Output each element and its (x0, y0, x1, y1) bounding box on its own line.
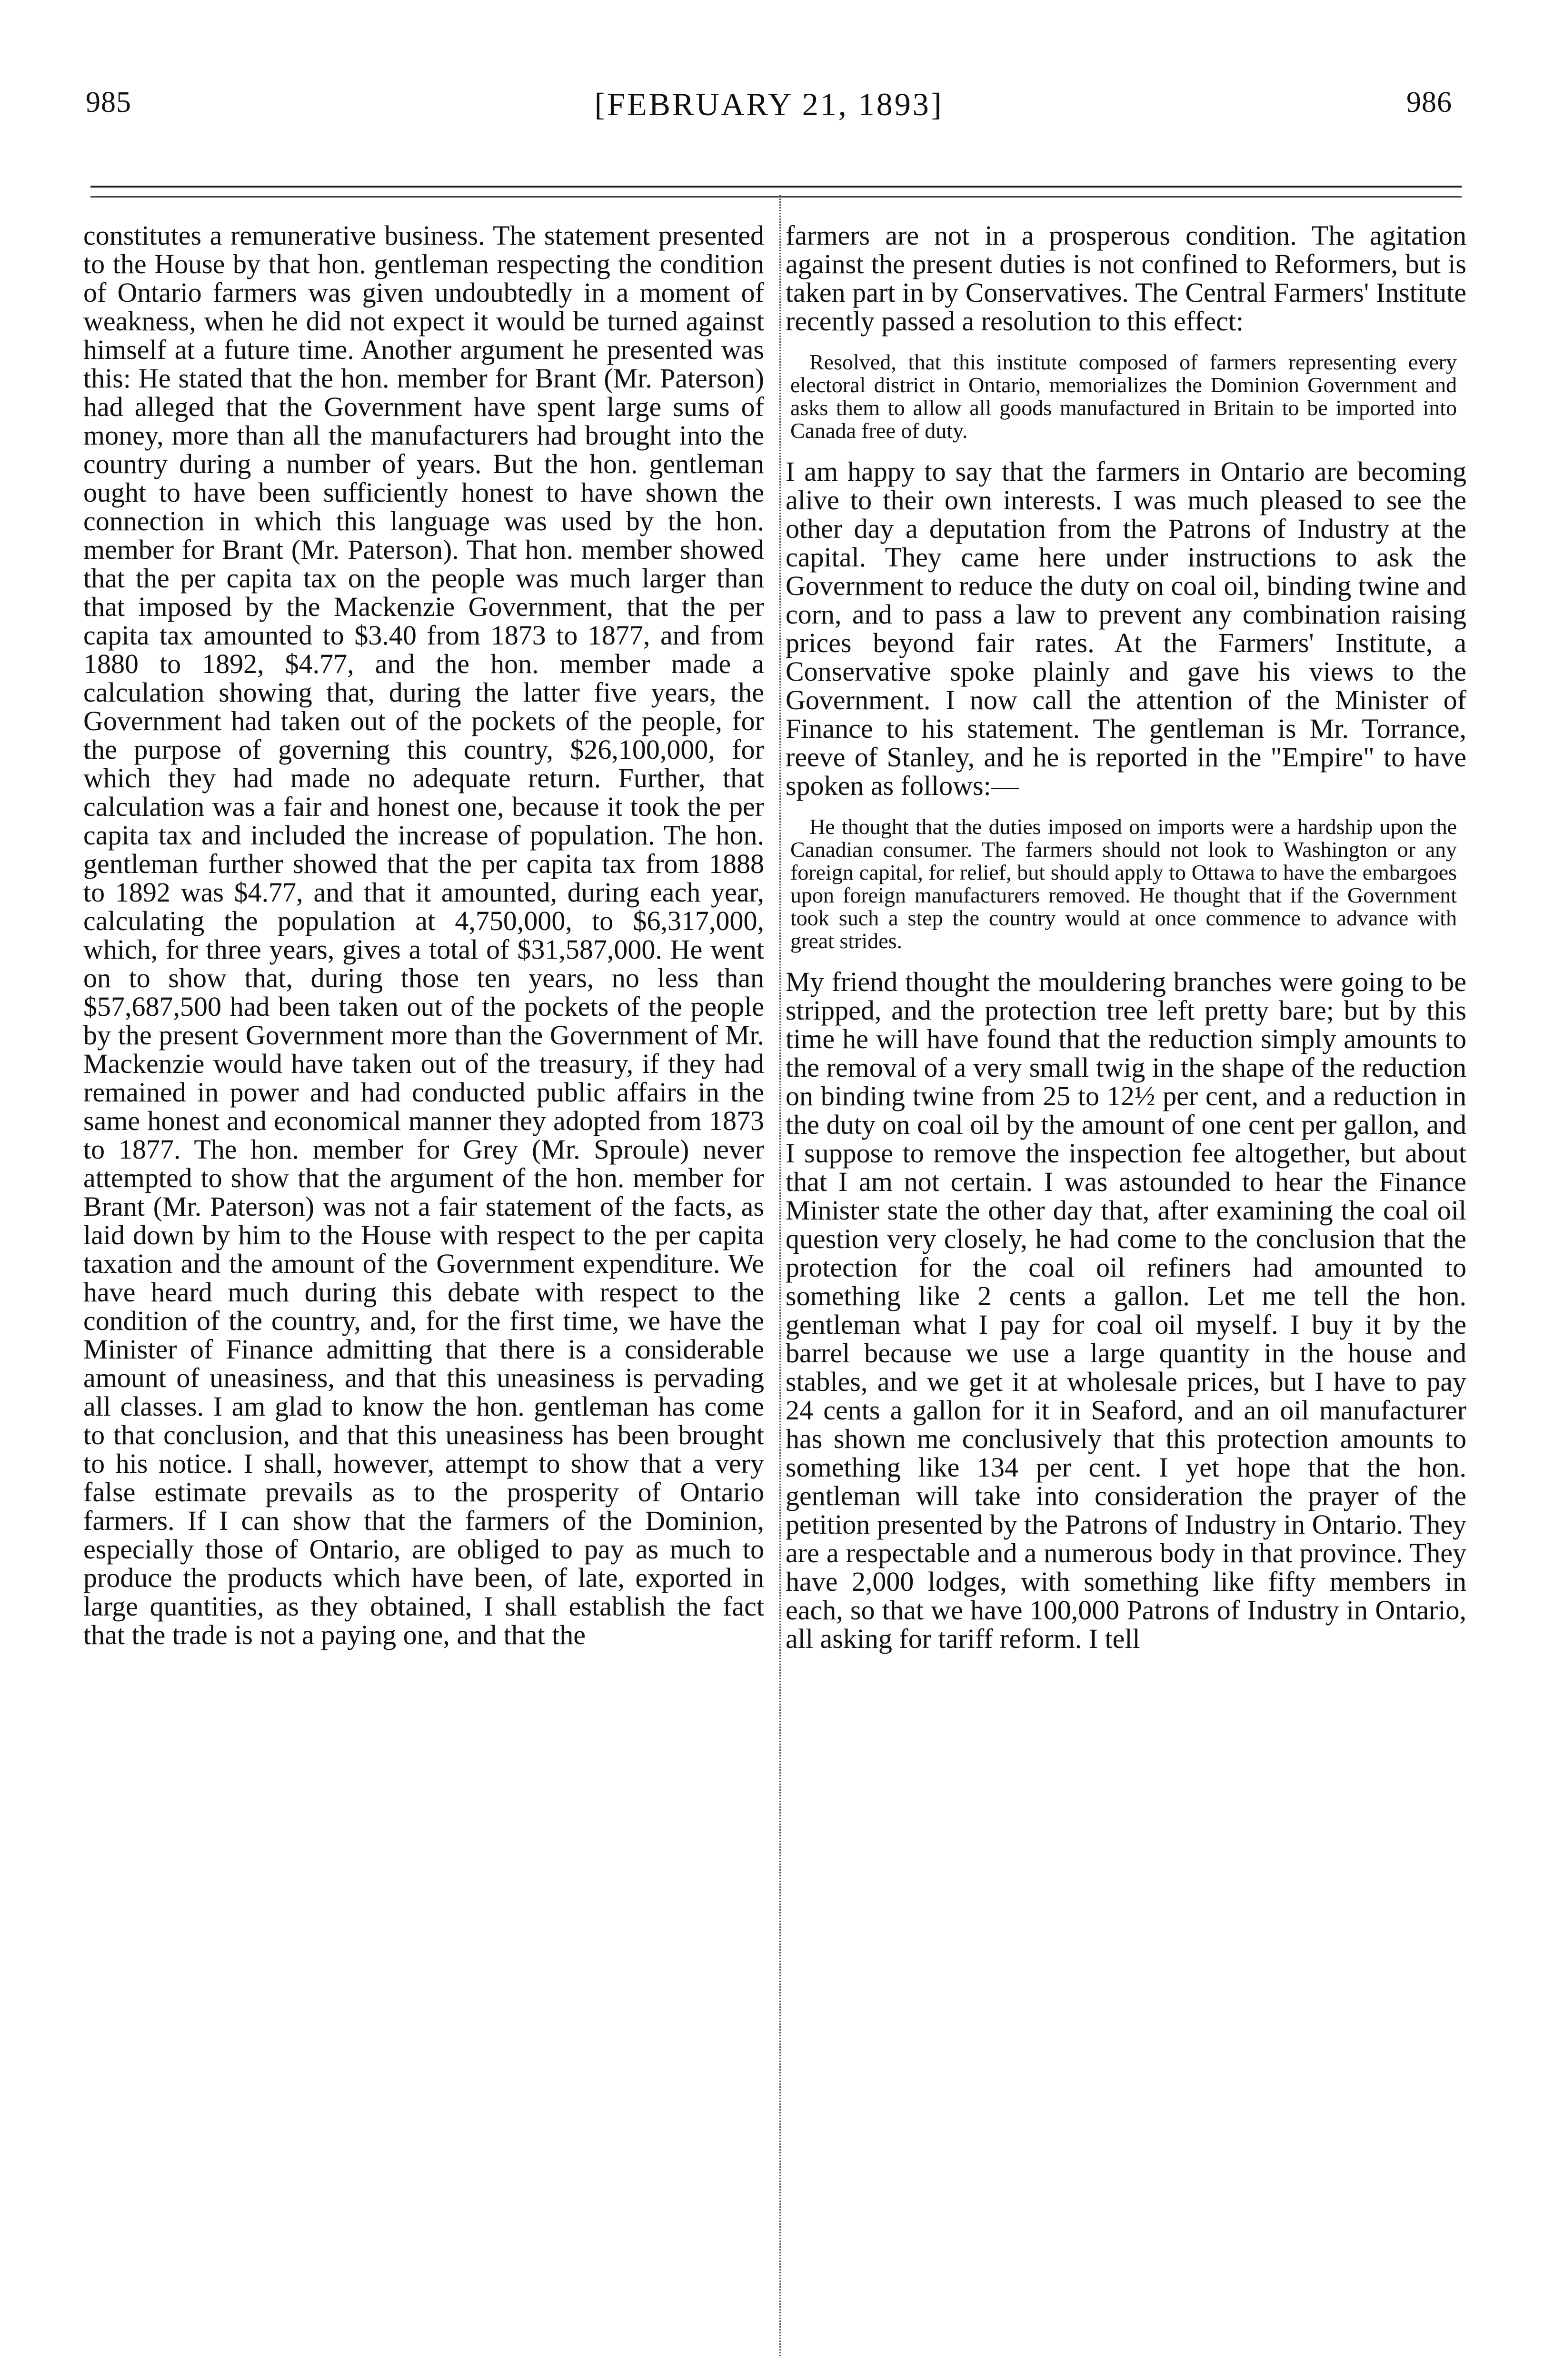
column-divider (779, 195, 781, 2356)
quoted-resolution: Resolved, that this institute composed of farmers representing every electoral district in Ontario, memorializes the Dominion Government and asks them to allow all goods manufactured in Britain to be imported into Canada free of duty. (790, 350, 1457, 443)
right-column (786, 221, 1466, 2373)
page-number-left: 985 (86, 86, 131, 119)
right-paragraph-2: I am happy to say that the farmers in Ontario are becoming alive to their own interests. I was much pleased to see the other day a deputation from the Patrons of Industry at the capital. They came here under instructions to ask the Government to reduce the duty on coal oil, binding twine and corn, and to pass a law to prevent any combination raising prices beyond fair rates. At the Farmers' Institute, a Conservative spoke plainly and gave his views to the Government. I now call the attention of the Minister of Finance to his statement. The gentleman is Mr. Torrance, reeve of Stanley, and he is reported in the "Empire" to have spoken as follows:— (786, 456, 1466, 801)
header-rule (90, 186, 1462, 198)
header-date: [FEBRUARY 21, 1893] (594, 86, 944, 122)
page-number-right: 986 (1406, 86, 1452, 119)
page-header (67, 86, 1471, 143)
right-paragraph-1: farmers are not in a prosperous condition. The agitation against the present duties is not confined to Reformers, but is taken part in by Conservatives. The Central Farmers' Institute recently passed a resolution to this effect: (786, 221, 1466, 337)
quoted-speech: He thought that the duties imposed on imports were a hardship upon the Canadian consumer. The farmers should not look to Washington or any foreign capital, for relief, but should apply to Ottawa to have the embargoes upon foreign manufacturers removed. He thought that if the Government took such a step the country would at once commence to advance with great strides. (790, 814, 1457, 953)
right-paragraph-3: My friend thought the mouldering branches were going to be stripped, and the protection tree left pretty bare; but by this time he will have found that the reduction simply amounts to the removal of a very small twig in the shape of the reduction on binding twine from 25 to 12½ per cent, and a reduction in the duty on coal oil by the amount of one cent per gallon, and I suppose to remove the inspection fee altogether, but about that I am not certain. I was astounded to hear the Finance Minister state the other day that, after examining the coal oil question very closely, he had come to the conclusion that the protection for the coal oil refiners had amounted to something like 2 cents a gallon. Let me tell the hon. gentleman what I pay for coal oil myself. I buy it by the barrel because we use a large quantity in the house and stables, and we get it at wholesale prices, but I have to pay 24 cents a gallon for it in Seaford, and an oil manufacturer has shown me conclusively that this protection amounts to something like 134 per cent. I yet hope that the hon. gentleman will take into consideration the prayer of the petition presented by the Patrons of Industry in Ontario. They are a respectable and a numerous body in that province. They have 2,000 lodges, with something like fifty members in each, so that we have 100,000 Patrons of Industry in Ontario, all asking for tariff reform. I tell (786, 966, 1466, 1654)
left-column (83, 221, 764, 2373)
left-paragraph: constitutes a remunerative business. The statement presented to the House by that hon. gentleman respecting the condition of Ontario farmers was given undoubtedly in a moment of weakness, when he did not expect it would be turned against himself at a future time. Another argument he presented was this: He stated that the hon. member for Brant (Mr. Paterson) had alleged that the Government have spent large sums of money, more than all the manufacturers had brought into the country during a number of years. But the hon. gentleman ought to have been sufficiently honest to have shown the connection in which this language was used by the hon. member for Brant (Mr. Paterson). That hon. member showed that the per capita tax on the people was much larger than that imposed by the Mackenzie Government, that the per capita tax amounted to $3.40 from 1873 to 1877, and from 1880 to 1892, $4.77, and the hon. member made a calculation showing that, during the latter five years, the Government had taken out of the pockets of the people, for the purpose of governing this country, $26,100,000, for which they had made no adequate return. Further, that calculation was a fair and honest one, because it took the per capita tax and included the increase of population. The hon. gentleman further showed that the per capita tax from 1888 to 1892 was $4.77, and that it amounted, during each year, calculating the population at 4,750,000, to $6,317,000, which, for three years, gives a total of $31,587,000. He went on to show that, during those ten years, no less than $57,687,500 had been taken out of the pockets of the people by the present Government more than the Government of Mr. Mackenzie would have taken out of the treasury, if they had remained in power and had conducted public affairs in the same honest and economical manner they adopted from 1873 to 1877. The hon. member for Grey (Mr. Sproule) never attempted to show that the argument of the hon. member for Brant (Mr. Paterson) was not a fair statement of the facts, as laid down by him to the House with respect to the per capita taxation and the amount of the Government expenditure. We have heard much during this debate with respect to the condition of the country, and, for the first time, we have the Minister of Finance admitting that there is a considerable amount of uneasiness, and that this uneasiness is pervading all classes. I am glad to know the hon. gentleman has come to that conclusion, and that this uneasiness has been brought to his notice. I shall, however, attempt to show that a very false estimate prevails as to the prosperity of Ontario farmers. If I can show that the farmers of the Dominion, especially those of Ontario, are obliged to pay as much to produce the products which have been, of late, exported in large quantities, as they obtained, I shall establish the fact that the trade is not a paying one, and that the (83, 221, 764, 1650)
